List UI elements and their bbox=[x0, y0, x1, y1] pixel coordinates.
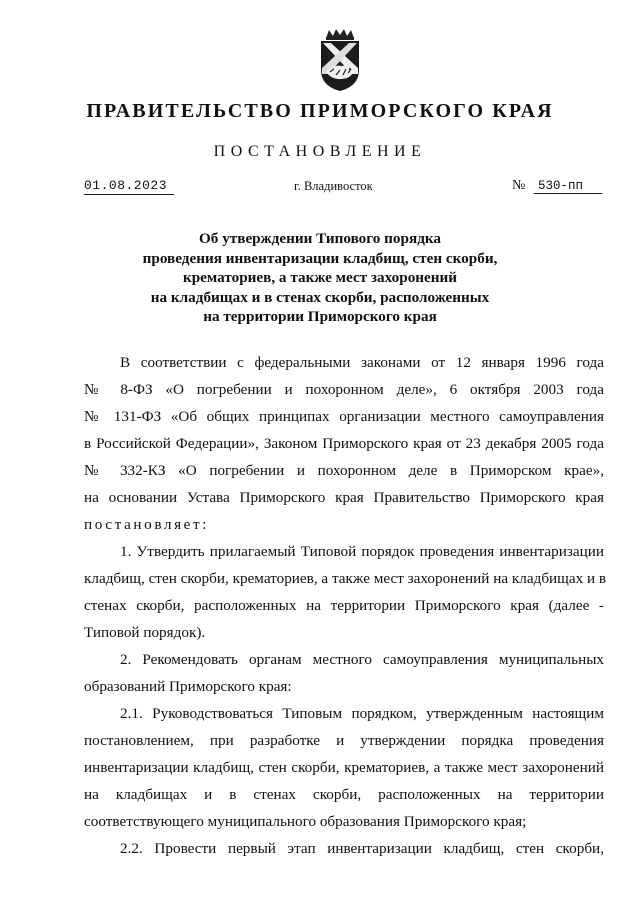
body-line: № 332-КЗ «О погребении и похоронном деле в Приморском крае», bbox=[84, 462, 604, 479]
body-line: кладбищ, стен скорби, крематориев, а также мест захоронений на кладбищах и в bbox=[84, 570, 607, 587]
document-number bbox=[512, 178, 604, 194]
body-line: 2.1. Руководствоваться Типовым порядком, утвержденным настоящим bbox=[120, 705, 604, 722]
document-meta bbox=[84, 178, 604, 200]
body-line: 2.2. Провести первый этап инвентаризации кладбищ, стен скорби, bbox=[120, 840, 604, 857]
body-line: В соответствии с федеральными законами от 12 января 1996 года bbox=[120, 354, 604, 371]
document-city: г. Владивосток bbox=[294, 179, 373, 193]
body-line: Типовой порядок). bbox=[84, 624, 206, 641]
coat-of-arms-icon bbox=[312, 28, 368, 92]
number-sign: № bbox=[512, 178, 526, 193]
title-line: на территории Приморского края bbox=[203, 308, 437, 326]
government-title: ПРАВИТЕЛЬСТВО ПРИМОРСКОГО КРАЯ bbox=[86, 100, 554, 122]
number-value: 530-пп bbox=[534, 179, 602, 194]
title-line: Об утверждении Типового порядка bbox=[198, 230, 441, 247]
title-line: на кладбищах и в стенах скорби, расположенных bbox=[150, 288, 490, 306]
body-line: № 131-ФЗ «Об общих принципах организации местного самоуправления bbox=[84, 408, 604, 425]
body-line: соответствующего муниципального образования Приморского края; bbox=[84, 813, 527, 830]
title-line: крематориев, а также мест захоронений bbox=[182, 269, 458, 287]
document-body bbox=[84, 349, 607, 862]
body-line: стенах скорби, расположенных на территории Приморского края (далее - bbox=[84, 597, 604, 614]
body-line: № 8-ФЗ «О погребении и похоронном деле», 6 октября 2003 года bbox=[84, 381, 604, 398]
body-line: 1. Утвердить прилагаемый Типовой порядок проведения инвентаризации bbox=[120, 543, 604, 560]
body-line: на основании Устава Приморского края Правительство Приморского края bbox=[84, 489, 604, 506]
document-date: 01.08.2023 bbox=[84, 178, 174, 195]
document-title bbox=[0, 229, 640, 327]
decree-word: постановляет: bbox=[84, 516, 210, 533]
document-type: ПОСТАНОВЛЕНИЕ bbox=[213, 143, 427, 160]
body-line: на кладбищах и в стенах скорби, расположенных на территории bbox=[84, 786, 604, 803]
item-2-paragraph bbox=[84, 646, 604, 700]
body-line: в Российской Федерации», Законом Приморского края от 23 декабря 2005 года bbox=[84, 435, 604, 452]
title-line: проведения инвентаризации кладбищ, стен скорби, bbox=[142, 249, 498, 267]
body-line: постановлением, при разработке и утверждении порядка проведения bbox=[84, 732, 604, 749]
item-2-1-paragraph bbox=[84, 700, 604, 835]
body-line: 2. Рекомендовать органам местного самоуправления муниципальных bbox=[120, 651, 604, 668]
item-2-2-paragraph bbox=[84, 835, 604, 862]
body-line: образований Приморского края: bbox=[84, 678, 292, 695]
item-1-paragraph bbox=[84, 538, 607, 646]
preamble-paragraph bbox=[84, 349, 604, 538]
body-line: инвентаризации кладбищ, стен скорби, крематориев, а также мест захоронений bbox=[84, 759, 604, 776]
